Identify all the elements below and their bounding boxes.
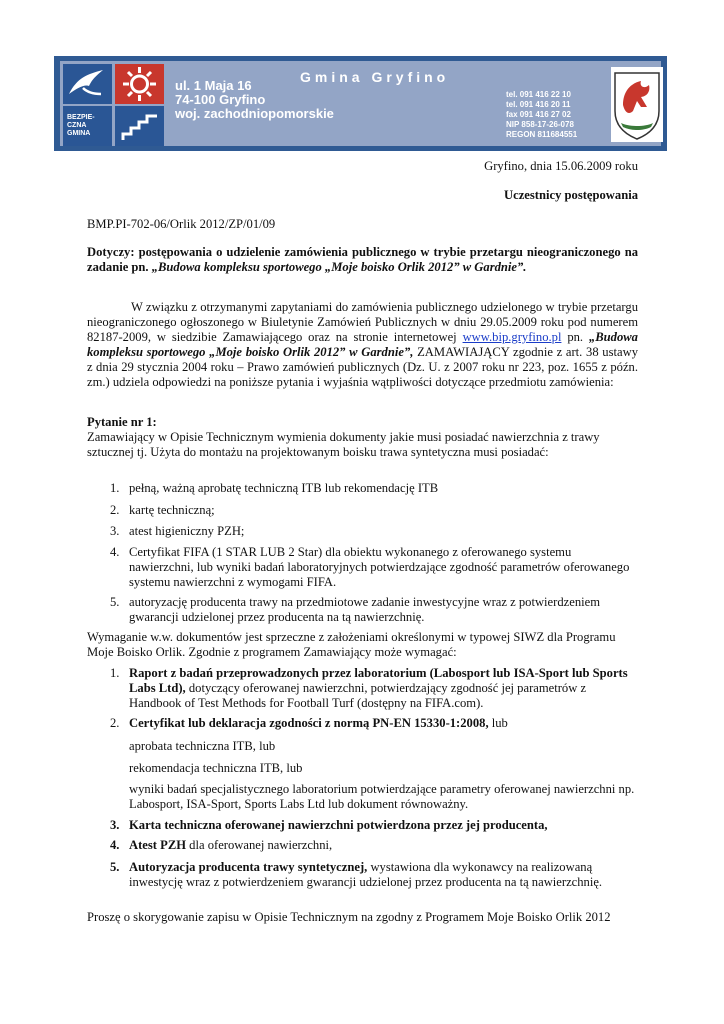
intro-text-3: ZAMAWIAJĄCY zgodnie z art. 38 ustawy z dnia 29 stycznia 2004 roku – Prawo zamówień publicznych (Dz. U. z 2007 roku nr 223, poz. 1655 z późn. zm.) udziela odpowiedzi na poniższe pytania i wyjaśnia wątpliwości dotyczące przedmiotu zamówienia:	[87, 345, 638, 389]
requirement-item: Autoryzacja producenta trawy syntetycznej, wystawiona dla wykonawcy na realizowaną inwestycję wraz z potwierdzeniem gwarancji udzielonej przez producenta na tą nawierzchnię.	[129, 860, 603, 889]
question-item-number: 2.	[110, 503, 120, 517]
closing-request: Proszę o skorygowanie zapisu w Opisie Technicznym na zgodny z Programem Moje Boisko Orlik 2012	[87, 910, 611, 924]
letterhead-address: ul. 1 Maja 16 74-100 Gryfino woj. zachodniopomorskie	[175, 78, 334, 121]
question-heading: Pytanie nr 1:	[87, 415, 157, 429]
bip-link[interactable]: www.bip.gryfino.pl	[462, 330, 562, 344]
subject-prefix: Dotyczy: postępowania o udzielenie zamówienia publicznego w trybie przetargu nieograniczonego na zadanie pn.	[87, 245, 638, 274]
logo-text: BEZPIE- CZNA GMINA	[67, 114, 95, 137]
letterhead-banner	[54, 56, 667, 151]
question-item: atest higieniczny PZH;	[129, 524, 245, 538]
date-line: Gryfino, dnia 15.06.2009 roku	[484, 159, 638, 173]
intro-text-1: W związku z otrzymanymi zapytaniami do zamówienia publicznego udzielonego w trybie przetargu nieograniczonego ogłoszonego w Biuletynie Zamówień Publicznych w dniu 29.05.2009 roku pod numerem 82187-2009, w siedzibie Zamawiającego oraz na stronie internetowej	[87, 300, 638, 344]
statement: Wymaganie w.w. dokumentów jest sprzeczne z założeniami określonymi w typowej SIWZ dla Programu Moje Boisko Orlik. Zgodnie z programem Zamawiający może wymagać:	[87, 630, 616, 659]
requirement-item: Certyfikat lub deklaracja zgodności z normą PN-EN 15330-1:2008, lub	[129, 716, 508, 730]
question-item: Certyfikat FIFA (1 STAR LUB 2 Star) dla obiektu wykonanego z oferowanego systemu nawierzchni, lub wyniki badań laboratoryjnych potwierdzające zgodność parametrów oferowanego systemu nawierzchni z wymogami FIFA.	[129, 545, 630, 589]
question-item: pełną, ważną aprobatę techniczną ITB lub rekomendację ITB	[129, 481, 439, 495]
question-text: Zamawiający w Opisie Technicznym wymienia dokumenty jakie musi posiadać nawierzchnia z trawy sztucznej tj. Użyta do montażu na projektowanym boisku trawa syntetyczna musi posiadać:	[87, 430, 600, 459]
question-item-number: 4.	[110, 545, 120, 559]
subject-name: „Budowa kompleksu sportowego „Moje boisko Orlik 2012” w Gardnie”.	[151, 260, 527, 274]
alternative-document: rekomendacja techniczna ITB, lub	[129, 761, 303, 775]
requirement-item: Atest PZH dla oferowanej nawierzchni,	[129, 838, 333, 852]
question-item-number: 1.	[110, 481, 120, 495]
question-item: autoryzację producenta trawy na przedmiotowe zadanie inwestycyjne wraz z potwierdzeniem gwarancji udzielonej przez producenta na tą nawierzchnię.	[129, 595, 600, 624]
stairs-icon	[115, 106, 164, 146]
alternative-document: wyniki badań specjalistycznego laboratorium potwierdzające parametry oferowanej nawierzchni np. Labosport, ISA-Sport, Sports Labs Ltd lub dokument równoważny.	[129, 782, 635, 811]
intro-project-name: „Budowa kompleksu sportowego „Moje boisko Orlik 2012” w Gardnie”,	[87, 330, 638, 359]
requirement-number: 2.	[110, 716, 120, 730]
question-item: kartę techniczną;	[129, 503, 215, 517]
requirement-number: 3.	[110, 818, 120, 832]
letterhead-panel	[60, 61, 661, 146]
sun-icon	[115, 64, 164, 104]
letterhead-title: Gmina Gryfino	[300, 69, 450, 85]
alternative-document: aprobata techniczna ITB, lub	[129, 739, 276, 753]
letterhead-contacts: tel. 091 416 22 10 tel. 091 416 20 11 fax 091 416 27 02 NIP 858-17-26-078 REGON 811684551	[506, 90, 578, 139]
swallow-icon	[63, 64, 112, 104]
requirement-number: 5.	[110, 860, 120, 874]
intro-paragraph	[87, 300, 638, 390]
recipients-line: Uczestnicy postępowania	[504, 188, 638, 202]
question-item-number: 3.	[110, 524, 120, 538]
bezpieczna-gmina-logo	[63, 64, 165, 146]
gryfino-crest-icon	[611, 67, 663, 142]
requirement-item: Karta techniczna oferowanej nawierzchni potwierdzona przez jej producenta,	[129, 818, 548, 832]
intro-text-2: pn.	[561, 330, 589, 344]
requirement-number: 4.	[110, 838, 120, 852]
question-item-number: 5.	[110, 595, 120, 609]
subject	[87, 245, 638, 275]
reference-number: BMP.PI-702-06/Orlik 2012/ZP/01/09	[87, 217, 276, 231]
requirement-item: Raport z badań przeprowadzonych przez laboratorium (Labosport lub ISA-Sport lub Sports Labs Ltd), dotyczący oferowanej nawierzchni, potwierdzający zgodność jej parametrów z Handbook of Test Methods for Football Turf (dostępny na FIFA.com).	[129, 666, 628, 710]
requirement-number: 1.	[110, 666, 120, 680]
